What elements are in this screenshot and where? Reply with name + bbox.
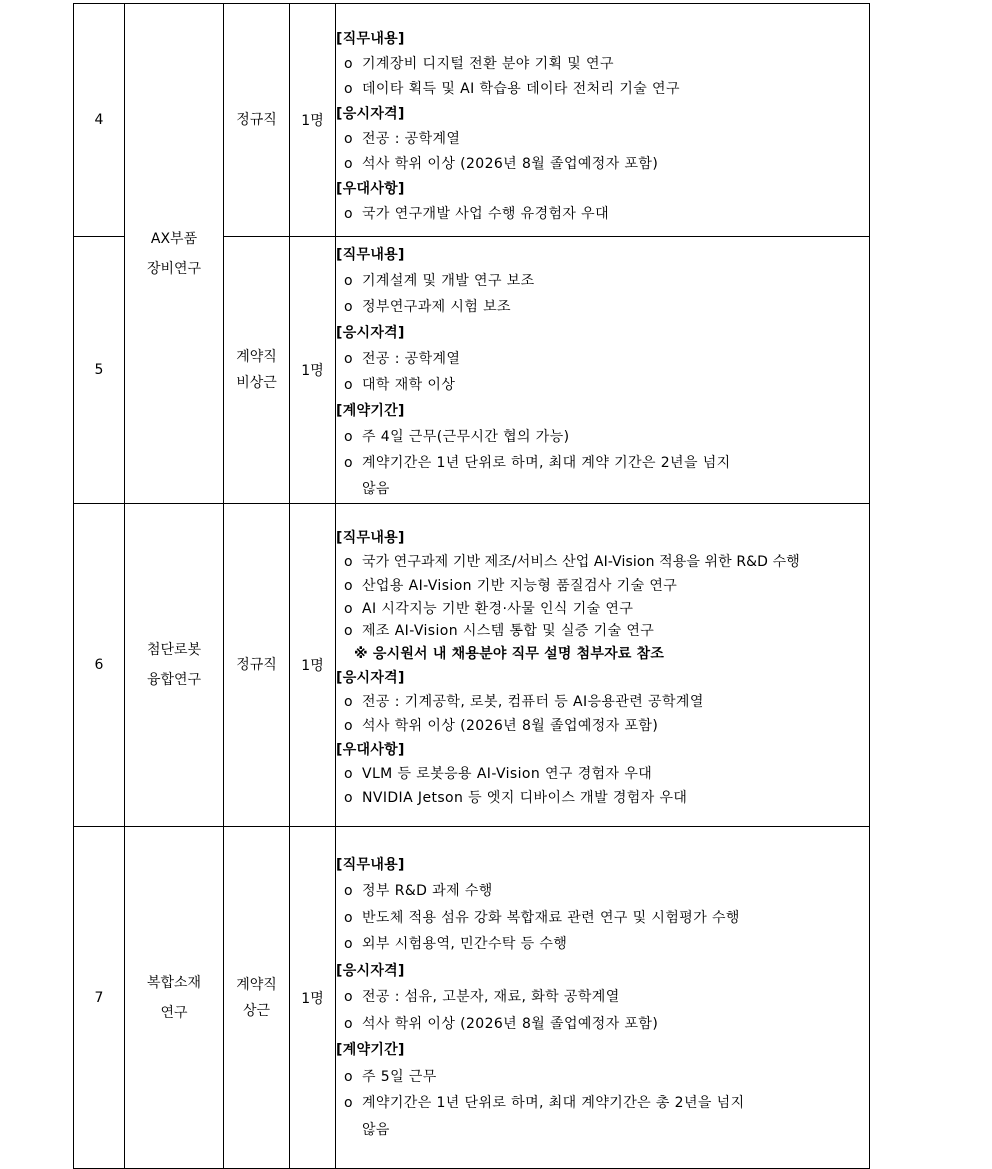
- job-description-cell: [336, 827, 870, 1169]
- section-title: [우대사항]: [336, 742, 405, 758]
- list-item: o 계약기간은 1년 단위로 하며, 최대 계약 기간은 2년을 넘지: [336, 450, 869, 476]
- bullet: o: [344, 909, 353, 926]
- bullet: o: [344, 273, 353, 289]
- employment-type: 정규직: [236, 657, 277, 673]
- section-title: [직무내용]: [336, 530, 405, 546]
- headcount: 1명: [290, 504, 336, 827]
- list-item: o 외부 시험용역, 민간수탁 등 수행: [336, 931, 869, 958]
- bullet: o: [344, 455, 353, 471]
- list-item: o 전공 : 공학계열: [336, 127, 869, 152]
- bullet: o: [344, 578, 353, 594]
- bullet: o: [344, 554, 353, 570]
- headcount: 1명: [290, 827, 336, 1169]
- employment-type-cell: [224, 237, 290, 504]
- note-text: ※ 응시원서 내 채용분야 직무 설명 첨부자료 참조: [354, 646, 665, 662]
- list-item: o 전공 : 공학계열: [336, 346, 869, 372]
- list-item: o 산업용 AI-Vision 기반 지능형 품질검사 기술 연구: [336, 574, 869, 598]
- section-title: [직무내용]: [336, 31, 405, 47]
- list-item: o 반도체 적용 섬유 강화 복합재료 관련 연구 및 시험평가 수행: [336, 905, 869, 932]
- list-item: o 대학 재학 이상: [336, 372, 869, 398]
- list-item: o 기계설계 및 개발 연구 보조: [336, 268, 869, 294]
- list-item: o 주 5일 근무: [336, 1064, 869, 1091]
- field-name-cell: [125, 504, 224, 827]
- list-item: o 제조 AI-Vision 시스템 통합 및 실증 기술 연구: [336, 620, 869, 642]
- bullet: o: [344, 989, 353, 1006]
- headcount: 1명: [290, 237, 336, 504]
- list-item: o NVIDIA Jetson 등 엣지 디바이스 개발 경험자 우대: [336, 786, 869, 810]
- bullet: o: [344, 131, 353, 147]
- employment-type: 정규직: [236, 112, 277, 128]
- row-number: 6: [74, 504, 125, 827]
- bullet: o: [344, 81, 353, 97]
- section-title: [직무내용]: [336, 856, 405, 873]
- list-item: o 정부연구과제 시험 보조: [336, 294, 869, 320]
- job-description-cell: [336, 504, 870, 827]
- bullet: o: [344, 883, 353, 900]
- list-item: o 주 4일 근무(근무시간 협의 가능): [336, 424, 869, 450]
- section-title: [계약기간]: [336, 403, 405, 419]
- list-item: o 데이타 획득 및 AI 학습용 데이타 전처리 기술 연구: [336, 77, 869, 102]
- field-name-line: AX부품: [150, 230, 198, 247]
- table-row: [74, 827, 870, 1169]
- job-description-cell: [336, 4, 870, 237]
- bullet: o: [344, 299, 353, 315]
- section-title: [응시자격]: [336, 670, 405, 686]
- bullet: o: [344, 601, 353, 617]
- row-number: 7: [74, 827, 125, 1169]
- list-item: o 국가 연구개발 사업 수행 유경험자 우대: [336, 202, 869, 227]
- employment-type: 계약직: [236, 976, 277, 993]
- bullet: o: [344, 623, 353, 639]
- bullet: o: [344, 351, 353, 367]
- bullet: o: [344, 1015, 353, 1032]
- headcount: 1명: [290, 4, 336, 237]
- list-item: o AI 시각지능 기반 환경·사물 인식 기술 연구: [336, 598, 869, 620]
- bullet: o: [344, 718, 353, 734]
- list-item: o 석사 학위 이상 (2026년 8월 졸업예정자 포함): [336, 714, 869, 738]
- bullet: o: [344, 56, 353, 72]
- list-item: o 기계장비 디지털 전환 분야 기획 및 연구: [336, 52, 869, 77]
- list-item: o VLM 등 로봇응용 AI-Vision 연구 경험자 우대: [336, 762, 869, 786]
- bullet: o: [344, 206, 353, 222]
- section-title: [직무내용]: [336, 247, 405, 263]
- bullet: o: [344, 1068, 353, 1085]
- list-item: o 국가 연구과제 기반 제조/서비스 산업 AI-Vision 적용을 위한 R&D 수행: [336, 550, 869, 574]
- list-item: o 계약기간은 1년 단위로 하며, 최대 계약기간은 총 2년을 넘지: [336, 1090, 869, 1117]
- list-item: o 석사 학위 이상 (2026년 8월 졸업예정자 포함): [336, 152, 869, 177]
- table-row: [74, 4, 870, 237]
- table-row: [74, 504, 870, 827]
- section-title: [우대사항]: [336, 181, 405, 197]
- bullet: o: [344, 694, 353, 710]
- list-item: o 전공 : 기계공학, 로봇, 컴퓨터 등 AI응용관련 공학계열: [336, 690, 869, 714]
- list-item: o 석사 학위 이상 (2026년 8월 졸업예정자 포함): [336, 1011, 869, 1038]
- bullet: o: [344, 790, 353, 806]
- bullet: o: [344, 377, 353, 393]
- section-title: [응시자격]: [336, 106, 405, 122]
- section-title: [응시자격]: [336, 325, 405, 341]
- section-title: [응시자격]: [336, 962, 405, 979]
- employment-type: 비상근: [236, 375, 277, 391]
- bullet: o: [344, 429, 353, 445]
- field-name-line: 장비연구: [146, 260, 202, 277]
- list-item-continuation: 않음: [362, 1121, 390, 1138]
- field-name-line: 연구: [160, 1004, 188, 1021]
- employment-type-cell: [224, 4, 290, 237]
- list-item: o 전공 : 섬유, 고분자, 재료, 화학 공학계열: [336, 984, 869, 1011]
- field-name-line: 첨단로봇: [146, 642, 202, 658]
- bullet: o: [344, 936, 353, 953]
- field-name-cell: [125, 827, 224, 1169]
- employment-type-cell: [224, 504, 290, 827]
- employment-type-cell: [224, 827, 290, 1169]
- row-number: 4: [74, 4, 125, 237]
- field-name-line: 복합소재: [146, 974, 202, 991]
- bullet: o: [344, 766, 353, 782]
- bullet: o: [344, 156, 353, 172]
- job-description-cell: [336, 237, 870, 504]
- section-title: [계약기간]: [336, 1042, 405, 1059]
- recruitment-table: [73, 3, 870, 1169]
- field-name-cell: [125, 4, 224, 504]
- row-number: 5: [74, 237, 125, 504]
- employment-type: 계약직: [236, 349, 277, 365]
- employment-type: 상근: [242, 1002, 271, 1019]
- field-name-line: 융합연구: [146, 672, 202, 688]
- bullet: o: [344, 1095, 353, 1112]
- list-item: o 정부 R&D 과제 수행: [336, 878, 869, 905]
- list-item-continuation: 않음: [362, 481, 390, 497]
